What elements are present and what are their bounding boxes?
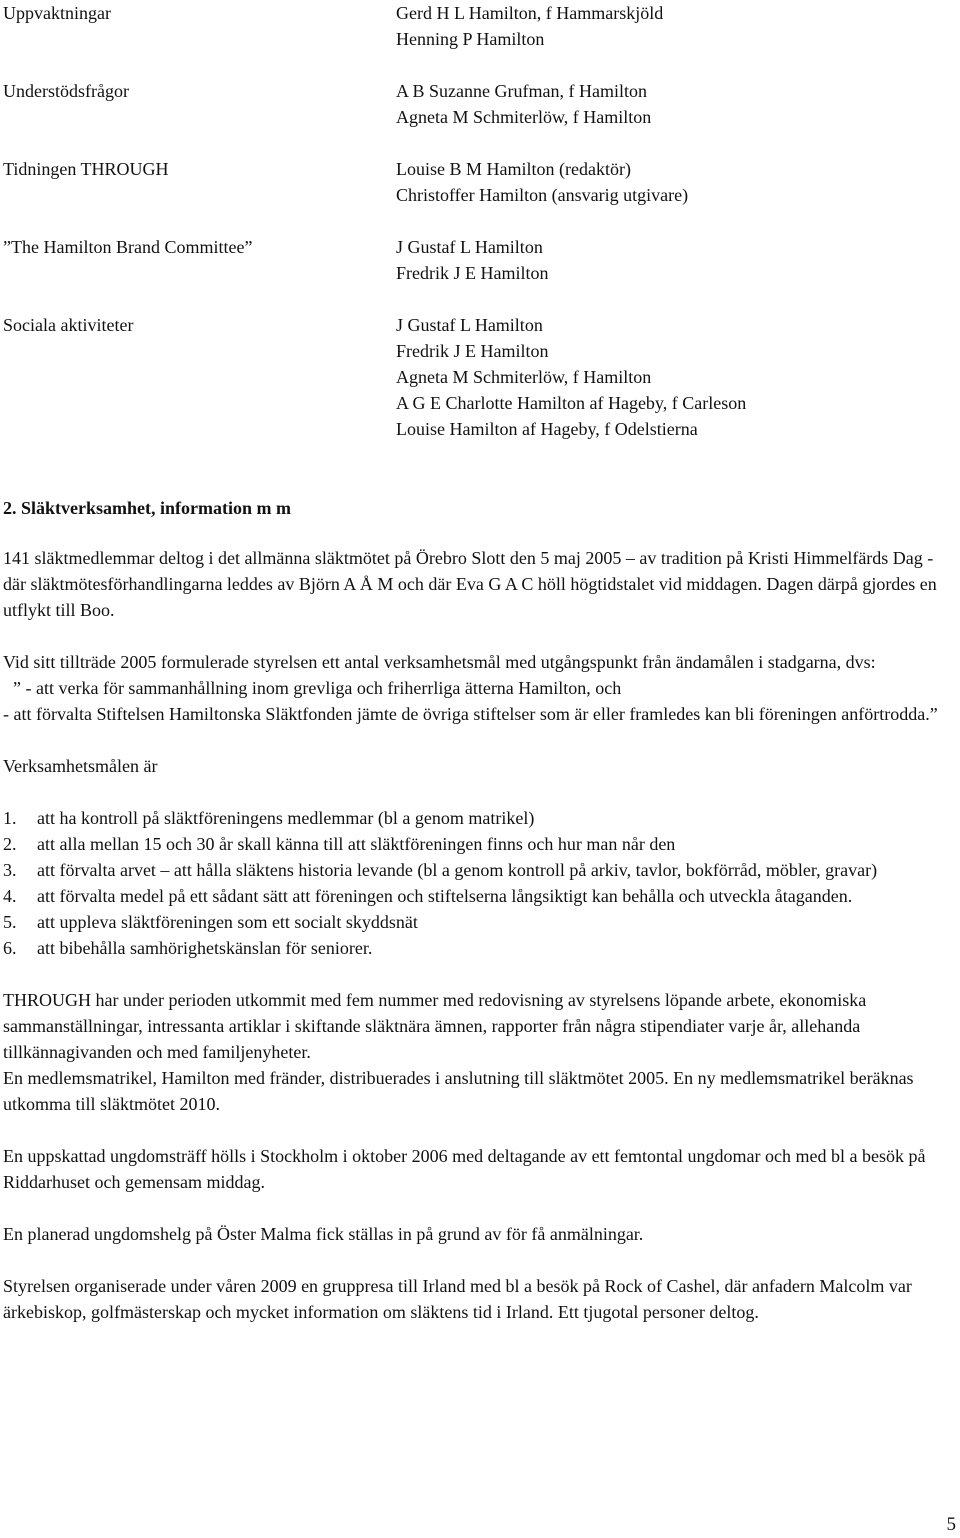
role-names — [396, 78, 651, 130]
role-name: J Gustaf L Hamilton — [396, 237, 543, 257]
purpose-lead: Vid sitt tillträde 2005 formulerade styrelsen ett antal verksamhetsmål med utgångspunkt från ändamålen i stadgarna, dvs: — [3, 652, 876, 672]
role-names — [396, 312, 746, 442]
role-name: Louise Hamilton af Hageby, f Odelstierna — [396, 419, 698, 439]
matrikel-paragraph: En medlemsmatrikel, Hamilton med fränder, distribuerades i anslutning till släktmötet 2005. En ny medlemsmatrikel beräknas utkomma till släktmötet 2010. — [3, 1068, 914, 1114]
role-row — [3, 156, 943, 208]
role-label: Tidningen THROUGH — [3, 159, 169, 179]
role-name: Christoffer Hamilton (ansvarig utgivare) — [396, 185, 689, 205]
role-name: Agneta M Schmiterlöw, f Hamilton — [396, 107, 652, 127]
role-row — [3, 0, 943, 52]
goal-item — [3, 805, 953, 831]
goal-item — [3, 935, 953, 961]
goal-number: 6. — [3, 938, 17, 958]
goal-text: att förvalta medel på ett sådant sätt att föreningen och stiftelserna långsiktigt kan behålla och utveckla åtaganden. — [37, 886, 853, 906]
role-row — [3, 234, 943, 286]
role-name: Fredrik J E Hamilton — [396, 341, 549, 361]
role-name: J Gustaf L Hamilton — [396, 315, 543, 335]
role-label: Uppvaktningar — [3, 3, 111, 23]
goal-item — [3, 909, 953, 935]
cancelled-paragraph: En planerad ungdomshelg på Öster Malma fick ställas in på grund av för få anmälningar. — [3, 1224, 644, 1244]
role-names — [396, 0, 663, 52]
role-names — [396, 234, 548, 286]
goal-number: 2. — [3, 834, 17, 854]
goal-text: att bibehålla samhörighetskänslan för seniorer. — [37, 938, 373, 958]
section-heading: 2. Släktverksamhet, information m m — [3, 498, 291, 518]
goal-text: att ha kontroll på släktföreningens medlemmar (bl a genom matrikel) — [37, 808, 535, 828]
role-row — [3, 78, 943, 130]
role-name: Agneta M Schmiterlöw, f Hamilton — [396, 367, 652, 387]
goal-number: 5. — [3, 912, 17, 932]
through-paragraph: THROUGH har under perioden utkommit med fem nummer med redovisning av styrelsens löpande arbete, ekonomiska sammanställningar, intressanta artiklar i skiftande släktnära ämnen, rapporter från några stipendiater varje år, allehanda tillkännagivanden och med familjenyheter. — [3, 990, 867, 1062]
role-label: ”The Hamilton Brand Committee” — [3, 237, 253, 257]
goals-list — [3, 805, 953, 961]
youth-paragraph: En uppskattad ungdomsträff hölls i Stockholm i oktober 2006 med deltagande av ett femtontal ungdomar och med bl a besök på Riddarhuset och gemensam middag. — [3, 1146, 926, 1192]
section-body — [3, 545, 953, 1351]
purpose-paragraph — [3, 649, 953, 727]
goal-text: att alla mellan 15 och 30 år skall känna till att släktföreningen finns och hur man når den — [37, 834, 676, 854]
goal-item — [3, 857, 953, 883]
purpose-quote-line: ” - att verka för sammanhållning inom grevliga och friherrliga ätterna Hamilton, och — [13, 678, 622, 698]
goals-heading: Verksamhetsmålen är — [3, 756, 158, 776]
role-name: Louise B M Hamilton (redaktör) — [396, 159, 631, 179]
goal-number: 3. — [3, 860, 17, 880]
goal-item — [3, 831, 953, 857]
role-name: Fredrik J E Hamilton — [396, 263, 549, 283]
role-names — [396, 156, 688, 208]
goal-item — [3, 883, 953, 909]
goal-number: 4. — [3, 886, 17, 906]
role-label: Sociala aktiviteter — [3, 315, 134, 335]
role-row — [3, 312, 943, 442]
role-name: A B Suzanne Grufman, f Hamilton — [396, 81, 647, 101]
role-name: Henning P Hamilton — [396, 29, 545, 49]
role-name: Gerd H L Hamilton, f Hammarskjöld — [396, 3, 664, 23]
page-number: 5 — [946, 1514, 956, 1535]
intro-paragraph: 141 släktmedlemmar deltog i det allmänna släktmötet på Örebro Slott den 5 maj 2005 – av tradition på Kristi Himmelfärds Dag - där släktmötesförhandlingarna leddes av Björn A Å M och där Eva G A C höll högtidstalet vid middagen. Dagen därpå gjordes en utflykt till Boo. — [3, 548, 937, 620]
goal-text: att förvalta arvet – att hålla släktens historia levande (bl a genom kontroll på arkiv, tavlor, bokförråd, möbler, gravar) — [37, 860, 878, 880]
role-assignments — [3, 0, 943, 468]
ireland-paragraph: Styrelsen organiserade under våren 2009 en gruppresa till Irland med bl a besök på Rock of Cashel, där anfadern Malcolm var ärkebiskop, golfmästerskap och mycket information om släktens tid i Irland. Ett tjugotal personer deltog. — [3, 1276, 912, 1322]
purpose-quote-line: - att förvalta Stiftelsen Hamiltonska Släktfonden jämte de övriga stiftelser som är eller framledes kan bli föreningen anförtrodda.” — [3, 704, 938, 724]
role-name: A G E Charlotte Hamilton af Hageby, f Carleson — [396, 393, 747, 413]
goal-number: 1. — [3, 808, 17, 828]
role-label: Understödsfrågor — [3, 81, 129, 101]
goal-text: att uppleva släktföreningen som ett socialt skyddsnät — [37, 912, 418, 932]
